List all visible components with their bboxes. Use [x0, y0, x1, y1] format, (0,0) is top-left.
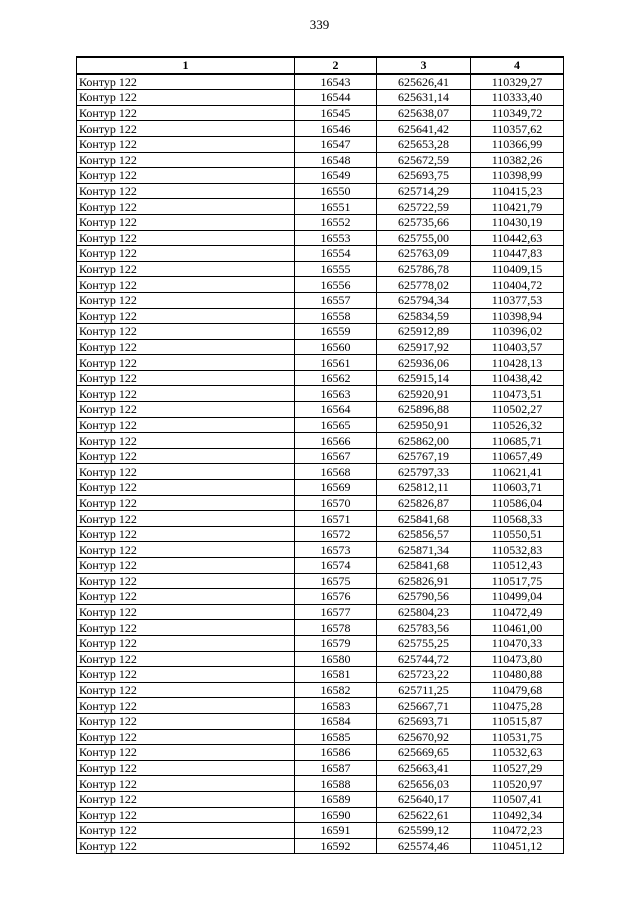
x-coordinate-cell: 625641,42 — [377, 121, 471, 137]
point-number-cell: 16564 — [295, 402, 377, 418]
x-coordinate-cell: 625693,75 — [377, 168, 471, 184]
x-coordinate-cell: 625862,00 — [377, 433, 471, 449]
point-number-cell: 16562 — [295, 370, 377, 386]
point-number-cell: 16560 — [295, 339, 377, 355]
point-number-cell: 16586 — [295, 745, 377, 761]
table-row — [77, 620, 564, 636]
point-number-cell: 16590 — [295, 807, 377, 823]
x-coordinate-cell: 625797,33 — [377, 464, 471, 480]
column-header-2: 2 — [295, 57, 377, 74]
contour-name-cell: Контур 122 — [77, 324, 295, 340]
point-number-cell: 16557 — [295, 292, 377, 308]
y-coordinate-cell: 110403,57 — [471, 339, 564, 355]
point-number-cell: 16571 — [295, 511, 377, 527]
table-row — [77, 246, 564, 262]
y-coordinate-cell: 110685,71 — [471, 433, 564, 449]
y-coordinate-cell: 110451,12 — [471, 838, 564, 854]
y-coordinate-cell: 110480,88 — [471, 667, 564, 683]
contour-name-cell: Контур 122 — [77, 464, 295, 480]
y-coordinate-cell: 110382,26 — [471, 152, 564, 168]
table-row — [77, 745, 564, 761]
contour-name-cell: Контур 122 — [77, 729, 295, 745]
point-number-cell: 16574 — [295, 558, 377, 574]
coordinates-table — [76, 56, 564, 854]
point-number-cell: 16583 — [295, 698, 377, 714]
point-number-cell: 16548 — [295, 152, 377, 168]
table-row — [77, 339, 564, 355]
table-row — [77, 121, 564, 137]
y-coordinate-cell: 110520,97 — [471, 776, 564, 792]
y-coordinate-cell: 110473,80 — [471, 651, 564, 667]
contour-name-cell: Контур 122 — [77, 246, 295, 262]
table-row — [77, 136, 564, 152]
table-row — [77, 464, 564, 480]
y-coordinate-cell: 110472,49 — [471, 604, 564, 620]
point-number-cell: 16569 — [295, 480, 377, 496]
contour-name-cell: Контур 122 — [77, 261, 295, 277]
contour-name-cell: Контур 122 — [77, 573, 295, 589]
contour-name-cell: Контур 122 — [77, 620, 295, 636]
point-number-cell: 16576 — [295, 589, 377, 605]
table-row — [77, 448, 564, 464]
x-coordinate-cell: 625638,07 — [377, 105, 471, 121]
x-coordinate-cell: 625912,89 — [377, 324, 471, 340]
table-row — [77, 713, 564, 729]
contour-name-cell: Контур 122 — [77, 604, 295, 620]
y-coordinate-cell: 110479,68 — [471, 682, 564, 698]
contour-name-cell: Контур 122 — [77, 589, 295, 605]
point-number-cell: 16543 — [295, 74, 377, 90]
x-coordinate-cell: 625896,88 — [377, 402, 471, 418]
y-coordinate-cell: 110502,27 — [471, 402, 564, 418]
point-number-cell: 16549 — [295, 168, 377, 184]
x-coordinate-cell: 625599,12 — [377, 823, 471, 839]
x-coordinate-cell: 625915,14 — [377, 370, 471, 386]
table-row — [77, 199, 564, 215]
x-coordinate-cell: 625936,06 — [377, 355, 471, 371]
x-coordinate-cell: 625640,17 — [377, 791, 471, 807]
y-coordinate-cell: 110398,99 — [471, 168, 564, 184]
y-coordinate-cell: 110473,51 — [471, 386, 564, 402]
y-coordinate-cell: 110499,04 — [471, 589, 564, 605]
y-coordinate-cell: 110531,75 — [471, 729, 564, 745]
contour-name-cell: Контур 122 — [77, 823, 295, 839]
x-coordinate-cell: 625841,68 — [377, 558, 471, 574]
table-row — [77, 370, 564, 386]
x-coordinate-cell: 625767,19 — [377, 448, 471, 464]
y-coordinate-cell: 110329,27 — [471, 74, 564, 90]
point-number-cell: 16554 — [295, 246, 377, 262]
point-number-cell: 16553 — [295, 230, 377, 246]
contour-name-cell: Контур 122 — [77, 838, 295, 854]
x-coordinate-cell: 625656,03 — [377, 776, 471, 792]
contour-name-cell: Контур 122 — [77, 760, 295, 776]
table-row — [77, 168, 564, 184]
table-body — [77, 74, 564, 854]
point-number-cell: 16563 — [295, 386, 377, 402]
contour-name-cell: Контур 122 — [77, 635, 295, 651]
point-number-cell: 16592 — [295, 838, 377, 854]
point-number-cell: 16589 — [295, 791, 377, 807]
y-coordinate-cell: 110532,63 — [471, 745, 564, 761]
x-coordinate-cell: 625631,14 — [377, 90, 471, 106]
x-coordinate-cell: 625626,41 — [377, 74, 471, 90]
point-number-cell: 16591 — [295, 823, 377, 839]
x-coordinate-cell: 625672,59 — [377, 152, 471, 168]
y-coordinate-cell: 110472,23 — [471, 823, 564, 839]
contour-name-cell: Контур 122 — [77, 308, 295, 324]
table-row — [77, 433, 564, 449]
y-coordinate-cell: 110515,87 — [471, 713, 564, 729]
x-coordinate-cell: 625812,11 — [377, 480, 471, 496]
contour-name-cell: Контур 122 — [77, 168, 295, 184]
table-row — [77, 511, 564, 527]
point-number-cell: 16575 — [295, 573, 377, 589]
point-number-cell: 16561 — [295, 355, 377, 371]
contour-name-cell: Контур 122 — [77, 651, 295, 667]
contour-name-cell: Контур 122 — [77, 402, 295, 418]
y-coordinate-cell: 110550,51 — [471, 526, 564, 542]
y-coordinate-cell: 110475,28 — [471, 698, 564, 714]
table-row — [77, 791, 564, 807]
table-row — [77, 417, 564, 433]
contour-name-cell: Контур 122 — [77, 74, 295, 90]
y-coordinate-cell: 110532,83 — [471, 542, 564, 558]
table-row — [77, 90, 564, 106]
contour-name-cell: Контур 122 — [77, 713, 295, 729]
x-coordinate-cell: 625834,59 — [377, 308, 471, 324]
table-row — [77, 635, 564, 651]
y-coordinate-cell: 110398,94 — [471, 308, 564, 324]
table-row — [77, 386, 564, 402]
x-coordinate-cell: 625723,22 — [377, 667, 471, 683]
contour-name-cell: Контур 122 — [77, 105, 295, 121]
y-coordinate-cell: 110527,29 — [471, 760, 564, 776]
table-row — [77, 604, 564, 620]
x-coordinate-cell: 625841,68 — [377, 511, 471, 527]
point-number-cell: 16573 — [295, 542, 377, 558]
point-number-cell: 16587 — [295, 760, 377, 776]
y-coordinate-cell: 110507,41 — [471, 791, 564, 807]
table-row — [77, 542, 564, 558]
contour-name-cell: Контур 122 — [77, 90, 295, 106]
table-row — [77, 152, 564, 168]
y-coordinate-cell: 110568,33 — [471, 511, 564, 527]
x-coordinate-cell: 625778,02 — [377, 277, 471, 293]
point-number-cell: 16572 — [295, 526, 377, 542]
contour-name-cell: Контур 122 — [77, 807, 295, 823]
x-coordinate-cell: 625669,65 — [377, 745, 471, 761]
contour-name-cell: Контур 122 — [77, 183, 295, 199]
table-row — [77, 355, 564, 371]
contour-name-cell: Контур 122 — [77, 542, 295, 558]
table-row — [77, 667, 564, 683]
x-coordinate-cell: 625622,61 — [377, 807, 471, 823]
point-number-cell: 16579 — [295, 635, 377, 651]
x-coordinate-cell: 625667,71 — [377, 698, 471, 714]
contour-name-cell: Контур 122 — [77, 511, 295, 527]
x-coordinate-cell: 625670,92 — [377, 729, 471, 745]
point-number-cell: 16552 — [295, 214, 377, 230]
table-row — [77, 183, 564, 199]
table-row — [77, 277, 564, 293]
contour-name-cell: Контур 122 — [77, 370, 295, 386]
y-coordinate-cell: 110603,71 — [471, 480, 564, 496]
table-row — [77, 480, 564, 496]
point-number-cell: 16577 — [295, 604, 377, 620]
point-number-cell: 16585 — [295, 729, 377, 745]
y-coordinate-cell: 110428,13 — [471, 355, 564, 371]
y-coordinate-cell: 110333,40 — [471, 90, 564, 106]
table-row — [77, 214, 564, 230]
table-row — [77, 760, 564, 776]
point-number-cell: 16582 — [295, 682, 377, 698]
x-coordinate-cell: 625755,25 — [377, 635, 471, 651]
column-header-3: 3 — [377, 57, 471, 74]
x-coordinate-cell: 625574,46 — [377, 838, 471, 854]
table-row — [77, 823, 564, 839]
y-coordinate-cell: 110430,19 — [471, 214, 564, 230]
point-number-cell: 16544 — [295, 90, 377, 106]
contour-name-cell: Контур 122 — [77, 776, 295, 792]
point-number-cell: 16555 — [295, 261, 377, 277]
point-number-cell: 16568 — [295, 464, 377, 480]
y-coordinate-cell: 110512,43 — [471, 558, 564, 574]
table-row — [77, 495, 564, 511]
table-row — [77, 526, 564, 542]
point-number-cell: 16588 — [295, 776, 377, 792]
x-coordinate-cell: 625711,25 — [377, 682, 471, 698]
point-number-cell: 16566 — [295, 433, 377, 449]
table-row — [77, 292, 564, 308]
y-coordinate-cell: 110366,99 — [471, 136, 564, 152]
contour-name-cell: Контур 122 — [77, 355, 295, 371]
y-coordinate-cell: 110517,75 — [471, 573, 564, 589]
x-coordinate-cell: 625826,91 — [377, 573, 471, 589]
y-coordinate-cell: 110409,15 — [471, 261, 564, 277]
point-number-cell: 16567 — [295, 448, 377, 464]
table-row — [77, 729, 564, 745]
table-row — [77, 261, 564, 277]
contour-name-cell: Контур 122 — [77, 199, 295, 215]
table-row — [77, 308, 564, 324]
contour-name-cell: Контур 122 — [77, 121, 295, 137]
x-coordinate-cell: 625653,28 — [377, 136, 471, 152]
y-coordinate-cell: 110526,32 — [471, 417, 564, 433]
table-row — [77, 573, 564, 589]
table-row — [77, 776, 564, 792]
contour-name-cell: Контур 122 — [77, 417, 295, 433]
table-row — [77, 74, 564, 90]
x-coordinate-cell: 625917,92 — [377, 339, 471, 355]
contour-name-cell: Контур 122 — [77, 230, 295, 246]
point-number-cell: 16558 — [295, 308, 377, 324]
contour-name-cell: Контур 122 — [77, 292, 295, 308]
x-coordinate-cell: 625763,09 — [377, 246, 471, 262]
contour-name-cell: Контур 122 — [77, 339, 295, 355]
contour-name-cell: Контур 122 — [77, 448, 295, 464]
x-coordinate-cell: 625722,59 — [377, 199, 471, 215]
contour-name-cell: Контур 122 — [77, 152, 295, 168]
point-number-cell: 16581 — [295, 667, 377, 683]
x-coordinate-cell: 625663,41 — [377, 760, 471, 776]
table-row — [77, 402, 564, 418]
y-coordinate-cell: 110461,00 — [471, 620, 564, 636]
table-row — [77, 838, 564, 854]
y-coordinate-cell: 110657,49 — [471, 448, 564, 464]
x-coordinate-cell: 625804,23 — [377, 604, 471, 620]
contour-name-cell: Контур 122 — [77, 480, 295, 496]
table-row — [77, 230, 564, 246]
x-coordinate-cell: 625920,91 — [377, 386, 471, 402]
y-coordinate-cell: 110470,33 — [471, 635, 564, 651]
contour-name-cell: Контур 122 — [77, 495, 295, 511]
point-number-cell: 16556 — [295, 277, 377, 293]
column-header-1: 1 — [77, 57, 295, 74]
y-coordinate-cell: 110404,72 — [471, 277, 564, 293]
x-coordinate-cell: 625735,66 — [377, 214, 471, 230]
y-coordinate-cell: 110421,79 — [471, 199, 564, 215]
y-coordinate-cell: 110377,53 — [471, 292, 564, 308]
point-number-cell: 16547 — [295, 136, 377, 152]
table-row — [77, 105, 564, 121]
x-coordinate-cell: 625714,29 — [377, 183, 471, 199]
contour-name-cell: Контур 122 — [77, 682, 295, 698]
contour-name-cell: Контур 122 — [77, 558, 295, 574]
point-number-cell: 16545 — [295, 105, 377, 121]
table-row — [77, 589, 564, 605]
table-row — [77, 698, 564, 714]
y-coordinate-cell: 110621,41 — [471, 464, 564, 480]
point-number-cell: 16546 — [295, 121, 377, 137]
x-coordinate-cell: 625693,71 — [377, 713, 471, 729]
x-coordinate-cell: 625950,91 — [377, 417, 471, 433]
x-coordinate-cell: 625794,34 — [377, 292, 471, 308]
y-coordinate-cell: 110586,04 — [471, 495, 564, 511]
contour-name-cell: Контур 122 — [77, 136, 295, 152]
y-coordinate-cell: 110357,62 — [471, 121, 564, 137]
contour-name-cell: Контур 122 — [77, 277, 295, 293]
table-row — [77, 807, 564, 823]
point-number-cell: 16584 — [295, 713, 377, 729]
y-coordinate-cell: 110447,83 — [471, 246, 564, 262]
y-coordinate-cell: 110442,63 — [471, 230, 564, 246]
y-coordinate-cell: 110492,34 — [471, 807, 564, 823]
x-coordinate-cell: 625856,57 — [377, 526, 471, 542]
y-coordinate-cell: 110438,42 — [471, 370, 564, 386]
contour-name-cell: Контур 122 — [77, 667, 295, 683]
point-number-cell: 16559 — [295, 324, 377, 340]
contour-name-cell: Контур 122 — [77, 526, 295, 542]
page-number: 339 — [309, 17, 330, 32]
contour-name-cell: Контур 122 — [77, 698, 295, 714]
point-number-cell: 16565 — [295, 417, 377, 433]
table-row — [77, 682, 564, 698]
table-row — [77, 558, 564, 574]
contour-name-cell: Контур 122 — [77, 745, 295, 761]
contour-name-cell: Контур 122 — [77, 386, 295, 402]
x-coordinate-cell: 625871,34 — [377, 542, 471, 558]
y-coordinate-cell: 110349,72 — [471, 105, 564, 121]
table-row — [77, 324, 564, 340]
point-number-cell: 16551 — [295, 199, 377, 215]
x-coordinate-cell: 625755,00 — [377, 230, 471, 246]
column-header-4: 4 — [471, 57, 564, 74]
y-coordinate-cell: 110396,02 — [471, 324, 564, 340]
x-coordinate-cell: 625786,78 — [377, 261, 471, 277]
point-number-cell: 16580 — [295, 651, 377, 667]
y-coordinate-cell: 110415,23 — [471, 183, 564, 199]
x-coordinate-cell: 625790,56 — [377, 589, 471, 605]
table-header-row — [77, 57, 564, 74]
x-coordinate-cell: 625744,72 — [377, 651, 471, 667]
point-number-cell: 16550 — [295, 183, 377, 199]
x-coordinate-cell: 625783,56 — [377, 620, 471, 636]
contour-name-cell: Контур 122 — [77, 214, 295, 230]
table-row — [77, 651, 564, 667]
point-number-cell: 16578 — [295, 620, 377, 636]
x-coordinate-cell: 625826,87 — [377, 495, 471, 511]
contour-name-cell: Контур 122 — [77, 791, 295, 807]
point-number-cell: 16570 — [295, 495, 377, 511]
contour-name-cell: Контур 122 — [77, 433, 295, 449]
